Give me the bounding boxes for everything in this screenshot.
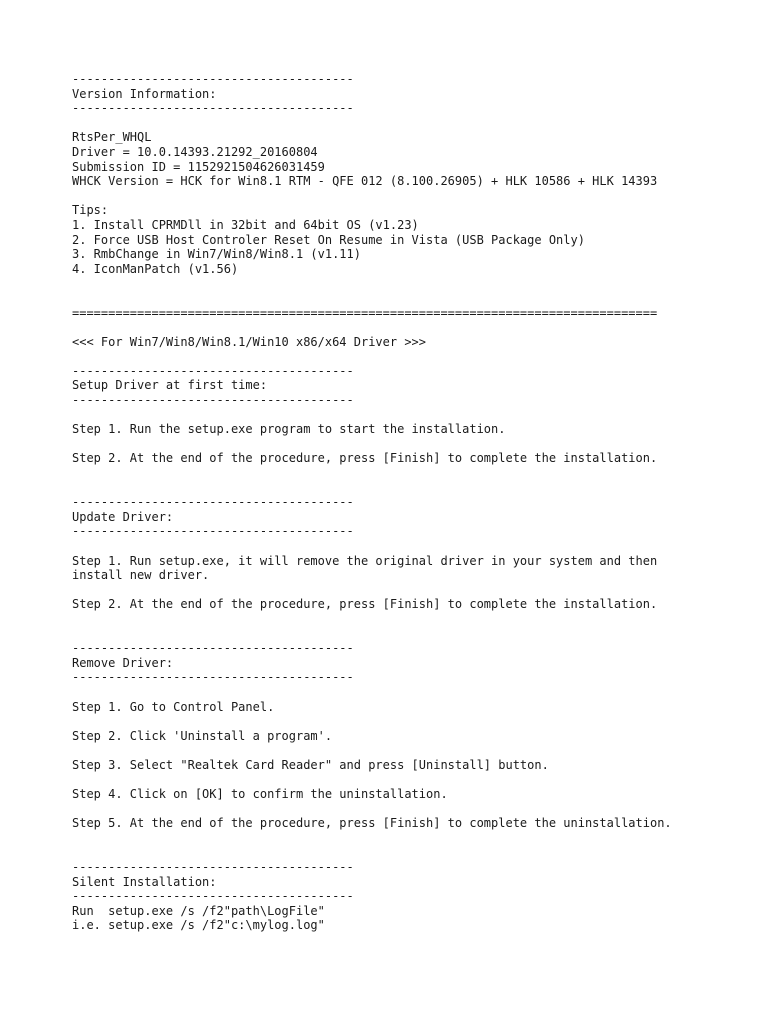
document-line: install new driver. xyxy=(72,568,210,583)
document-line: Remove Driver: xyxy=(72,655,174,670)
document-line: --------------------------------------- xyxy=(72,889,354,904)
document-line: WHCK Version = HCK for Win8.1 RTM - QFE 012 (8.100.26905) + HLK 10586 + HLK 14393 xyxy=(72,174,658,189)
document-line: ================================================================================= xyxy=(72,305,658,320)
document-line: Step 1. Run the setup.exe program to start the installation. xyxy=(72,422,506,437)
document-line: Step 2. At the end of the procedure, press [Finish] to complete the installation. xyxy=(72,451,658,466)
document-line: Step 2. Click 'Uninstall a program'. xyxy=(72,728,333,743)
document-line xyxy=(72,291,768,306)
document-line: Tips: xyxy=(72,203,109,218)
document-line xyxy=(72,349,768,364)
document-line: Update Driver: xyxy=(72,509,174,524)
document-line: Submission ID = 1152921504626031459 xyxy=(72,159,325,174)
document-line: 4. IconManPatch (v1.56) xyxy=(72,261,239,276)
document-line: <<< For Win7/Win8/Win8.1/Win10 x86/x64 Driver >>> xyxy=(72,334,427,349)
document-line: Run setup.exe /s /f2"path\LogFile" xyxy=(72,903,325,918)
document-line: --------------------------------------- xyxy=(72,363,354,378)
document-line: Step 1. Go to Control Panel. xyxy=(72,699,275,714)
document-line xyxy=(72,773,768,788)
document-line: --------------------------------------- xyxy=(72,860,354,875)
document-line: --------------------------------------- xyxy=(72,72,354,86)
document-line xyxy=(72,714,768,729)
document-line: Setup Driver at first time: xyxy=(72,378,268,393)
document-line: Driver = 10.0.14393.21292_20160804 xyxy=(72,144,318,159)
document-line: --------------------------------------- xyxy=(72,393,354,408)
document-line: Step 5. At the end of the procedure, press [Finish] to complete the uninstallation. xyxy=(72,816,672,831)
document-line: 3. RmbChange in Win7/Win8/Win8.1 (v1.11) xyxy=(72,247,361,262)
document-line xyxy=(72,743,768,758)
document-line xyxy=(72,612,768,627)
document-line xyxy=(72,466,768,481)
document-line: --------------------------------------- xyxy=(72,495,354,510)
document-line xyxy=(72,845,768,860)
document-line xyxy=(72,320,768,335)
document-line: i.e. setup.exe /s /f2"c:\mylog.log" xyxy=(72,918,325,933)
document-line xyxy=(72,831,768,846)
document-line xyxy=(72,583,768,598)
document-line xyxy=(72,437,768,452)
document-line xyxy=(72,627,768,642)
document-line xyxy=(72,116,768,131)
document-line xyxy=(72,408,768,423)
document-line: --------------------------------------- xyxy=(72,670,354,685)
document-line xyxy=(72,685,768,700)
document-line xyxy=(72,276,768,291)
document-line: Step 2. At the end of the procedure, press [Finish] to complete the installation. xyxy=(72,597,658,612)
document-line: Version Information: xyxy=(72,86,217,101)
document-line xyxy=(72,481,768,496)
document-line: --------------------------------------- xyxy=(72,641,354,656)
document-line: Silent Installation: xyxy=(72,874,217,889)
document-line: 1. Install CPRMDll in 32bit and 64bit OS (v1.23) xyxy=(72,217,419,232)
document-line: Step 3. Select "Realtek Card Reader" and press [Uninstall] button. xyxy=(72,757,549,772)
document-line: --------------------------------------- xyxy=(72,524,354,539)
document-line: 2. Force USB Host Controler Reset On Resume in Vista (USB Package Only) xyxy=(72,232,585,247)
document-line xyxy=(72,189,768,204)
document-line xyxy=(72,802,768,817)
document-line: Step 4. Click on [OK] to confirm the uninstallation. xyxy=(72,787,448,802)
document-line: RtsPer_WHQL xyxy=(72,130,152,145)
document-line: --------------------------------------- xyxy=(72,101,354,116)
document-line xyxy=(72,539,768,554)
document-line: Step 1. Run setup.exe, it will remove the original driver in your system and then xyxy=(72,553,658,568)
